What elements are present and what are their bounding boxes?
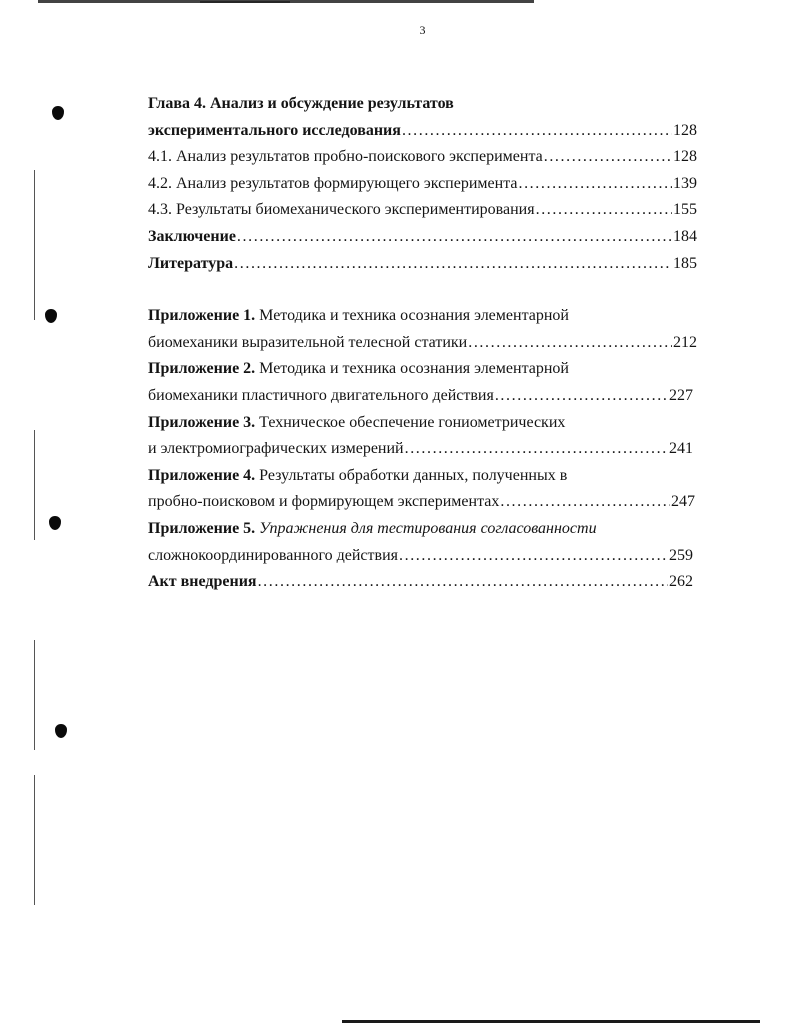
leader-dots xyxy=(536,197,672,224)
binding-hole-mark xyxy=(52,106,64,120)
toc-page-ref: 185 xyxy=(673,254,697,272)
margin-scan-line xyxy=(34,430,35,540)
toc-page-ref: 155 xyxy=(673,201,697,219)
toc-appendix-4-line2 xyxy=(148,489,695,516)
section-gap xyxy=(148,277,697,303)
toc-entry-4-1 xyxy=(148,144,697,171)
toc-appendix-2-line2 xyxy=(148,383,693,410)
appendix-title-line2: и электромиографических измерений xyxy=(148,440,404,458)
appendix-prefix: Приложение 3. xyxy=(148,413,256,431)
binding-hole-mark xyxy=(49,516,61,530)
toc-implementation-act xyxy=(148,569,693,596)
leader-dots xyxy=(258,569,668,596)
toc-entry-label: 4.1. Анализ результатов пробно-поискового эксперимента xyxy=(148,148,543,166)
margin-scan-line xyxy=(34,775,35,905)
appendix-prefix: Приложение 2. xyxy=(148,360,256,378)
toc-page-ref: 212 xyxy=(673,333,697,351)
appendix-prefix: Приложение 1. xyxy=(148,307,256,325)
toc-conclusion xyxy=(148,224,697,251)
scan-edge-top-fragment xyxy=(200,1,290,3)
leader-dots xyxy=(468,330,672,357)
margin-scan-line xyxy=(34,640,35,750)
binding-hole-mark xyxy=(55,724,67,738)
leader-dots xyxy=(544,144,672,171)
leader-dots xyxy=(495,383,668,410)
toc-literature xyxy=(148,251,697,278)
toc-entry-label: Акт внедрения xyxy=(148,573,257,591)
leader-dots xyxy=(405,436,668,463)
appendix-title-line1: Методика и техника осознания элементарной xyxy=(259,307,569,325)
toc-page-ref: 128 xyxy=(673,148,697,166)
scan-edge-bottom xyxy=(342,1020,760,1023)
toc-page-ref: 262 xyxy=(669,573,693,591)
toc-entry-label: 4.2. Анализ результатов формирующего эксперимента xyxy=(148,174,518,192)
leader-dots xyxy=(500,489,670,516)
leader-dots xyxy=(518,171,672,198)
appendix-prefix: Приложение 5. xyxy=(148,519,256,537)
page-number: 3 xyxy=(419,23,426,37)
appendix-title-line1: Результаты обработки данных, полученных в xyxy=(259,466,568,484)
toc-appendix-1-line1 xyxy=(148,303,697,330)
toc-chapter4-title: экспериментального исследования xyxy=(148,121,401,139)
toc-appendix-3-line1 xyxy=(148,410,697,437)
margin-scan-line xyxy=(34,170,35,320)
toc-chapter4-entry xyxy=(148,118,697,145)
leader-dots xyxy=(237,224,672,251)
toc-page-ref: 247 xyxy=(671,493,695,511)
toc-entry-label: Заключение xyxy=(148,227,236,245)
toc-page-ref: 128 xyxy=(673,121,697,139)
toc-page-ref: 259 xyxy=(669,546,693,564)
appendix-prefix: Приложение 4. xyxy=(148,466,256,484)
toc-appendix-2-line1 xyxy=(148,356,697,383)
toc-entry-4-3 xyxy=(148,197,697,224)
appendix-title-line2: биомеханики пластичного двигательного действия xyxy=(148,386,494,404)
toc-appendix-5-line2 xyxy=(148,543,693,570)
toc-entry-label: Литература xyxy=(148,254,234,272)
toc-page-ref: 227 xyxy=(669,386,693,404)
leader-dots xyxy=(402,118,672,145)
leader-dots xyxy=(234,251,672,278)
toc-appendix-1-line2 xyxy=(148,330,697,357)
appendix-title-line2: сложнокоординированного действия xyxy=(148,546,398,564)
toc-chapter4-heading-text: Глава 4. Анализ и обсуждение результатов xyxy=(148,95,454,112)
toc-entry-4-2 xyxy=(148,171,697,198)
leader-dots xyxy=(399,543,668,570)
toc-appendix-4-line1 xyxy=(148,463,697,490)
toc-page-ref: 139 xyxy=(673,174,697,192)
table-of-contents xyxy=(148,91,697,596)
appendix-title-line1: Техническое обеспечение гониометрических xyxy=(259,413,566,431)
toc-page-ref: 184 xyxy=(673,227,697,245)
toc-page-ref: 241 xyxy=(669,440,693,458)
binding-hole-mark xyxy=(45,309,57,323)
toc-entry-label: 4.3. Результаты биомеханического экспериментирования xyxy=(148,201,535,219)
toc-appendix-5-line1 xyxy=(148,516,697,543)
appendix-title-line1: Упражнения для тестирования согласованности xyxy=(259,519,597,537)
appendix-title-line1: Методика и техника осознания элементарной xyxy=(259,360,569,378)
toc-chapter4-heading xyxy=(148,91,697,118)
toc-appendix-3-line2 xyxy=(148,436,693,463)
appendix-title-line2: биомеханики выразительной телесной статики xyxy=(148,333,468,351)
appendix-title-line2: пробно-поисковом и формирующем экспериментах xyxy=(148,493,500,511)
